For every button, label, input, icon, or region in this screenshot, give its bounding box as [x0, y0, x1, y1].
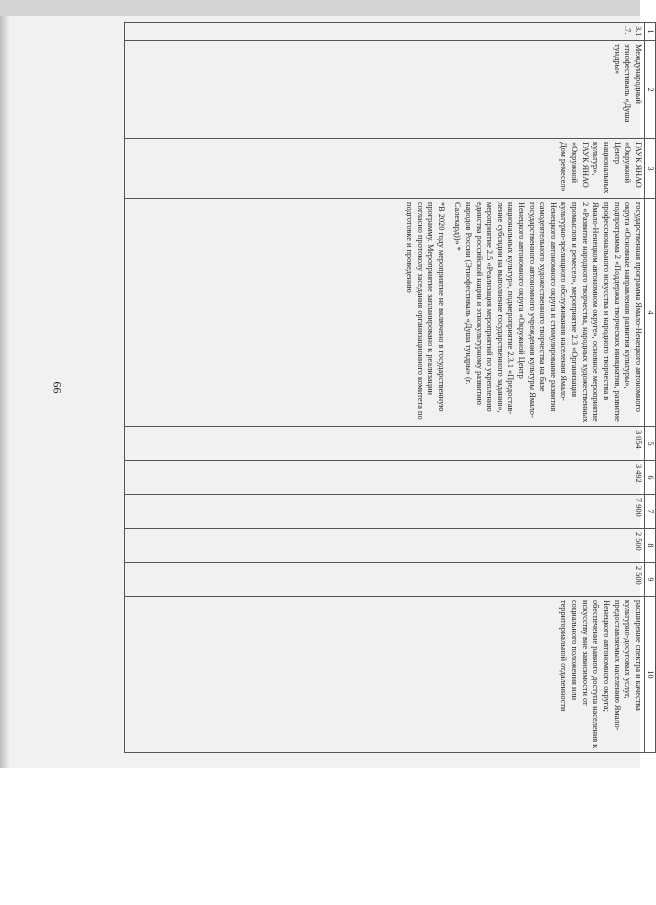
- header-cell: 3: [644, 139, 655, 199]
- header-cell: 9: [644, 563, 655, 597]
- rotated-table-container: [106, 22, 656, 752]
- page-edge-shadow: [0, 16, 10, 768]
- header-cell: 8: [644, 529, 655, 563]
- page-number: 66: [50, 381, 65, 394]
- event-name: Международный этнофестиваль «Душа тундры»: [124, 41, 644, 139]
- table-frame: [106, 22, 656, 752]
- program-footnote: *В 2020 году мероприятие не включено в государственную программу. Мероприятие запланировано к реализации согласно протоколу заседания организационного комитета по подготовке и проведению: [404, 202, 446, 420]
- table-row: [124, 23, 644, 753]
- header-cell: 7: [644, 495, 655, 529]
- header-cell: 6: [644, 461, 655, 495]
- header-cell: 5: [644, 427, 655, 461]
- scan-border-top: [0, 0, 640, 16]
- program-text: государственная программа Ямало-Ненецкого автономного округа «Основные направления развития культуры», подпрограмма 2 «Поддержка творческих инициатив, развитие профессионального искусства и народного творчества в Ямало-Ненецком автономном округе», основное мероприятие 2 «Развитие народного творчества, народных художественных промыслов и ремесел», мероприятие 2.3 «Организация культурно-зрелищного обслуживания населения Ямало-Ненецкого автономного округа и стимулирование развития самодеятельного художественного творчества на базе государственного автономного учреждения культуры Ямало-Ненецкого автономного округа «Окружной Центр национальных культур», подмероприятие 2.3.1 «Предостав-ление субсидии на выполнение государственного задания», мероприятие 2.5 «Реализация мероприятий по укреплению единства российской нации и этнокультурному развитию народов России (Этнофестиваль «Душа тундры» (г. Салехард))» *: [453, 202, 643, 423]
- value-col8: 2 500: [124, 529, 644, 563]
- program-table: [124, 22, 656, 753]
- expected-result: расширение спектра и качества культурно-досуговых услуг, предоставляемых населению Ямало-Ненецкого автономного округа; обеспечение равного доступа населения к искусству вне зависимости от социального положения или территориальной отдаленности: [124, 597, 644, 753]
- program-reference: [124, 199, 644, 427]
- value-col6: 3 492: [124, 461, 644, 495]
- header-cell: 4: [644, 199, 655, 427]
- header-cell: 1: [644, 23, 655, 41]
- item-number: 3.1.7.: [124, 23, 644, 41]
- header-cell: 2: [644, 41, 655, 139]
- value-col5: 3 054: [124, 427, 644, 461]
- value-col7: 7 900: [124, 495, 644, 529]
- header-row: [644, 23, 655, 753]
- header-cell: 10: [644, 597, 655, 753]
- executor: ГАУК ЯНАО «Окружной Центр национальных культур», ГАУК ЯНАО «Окружной Дом ремесел»: [124, 139, 644, 199]
- value-col9: 2 500: [124, 563, 644, 597]
